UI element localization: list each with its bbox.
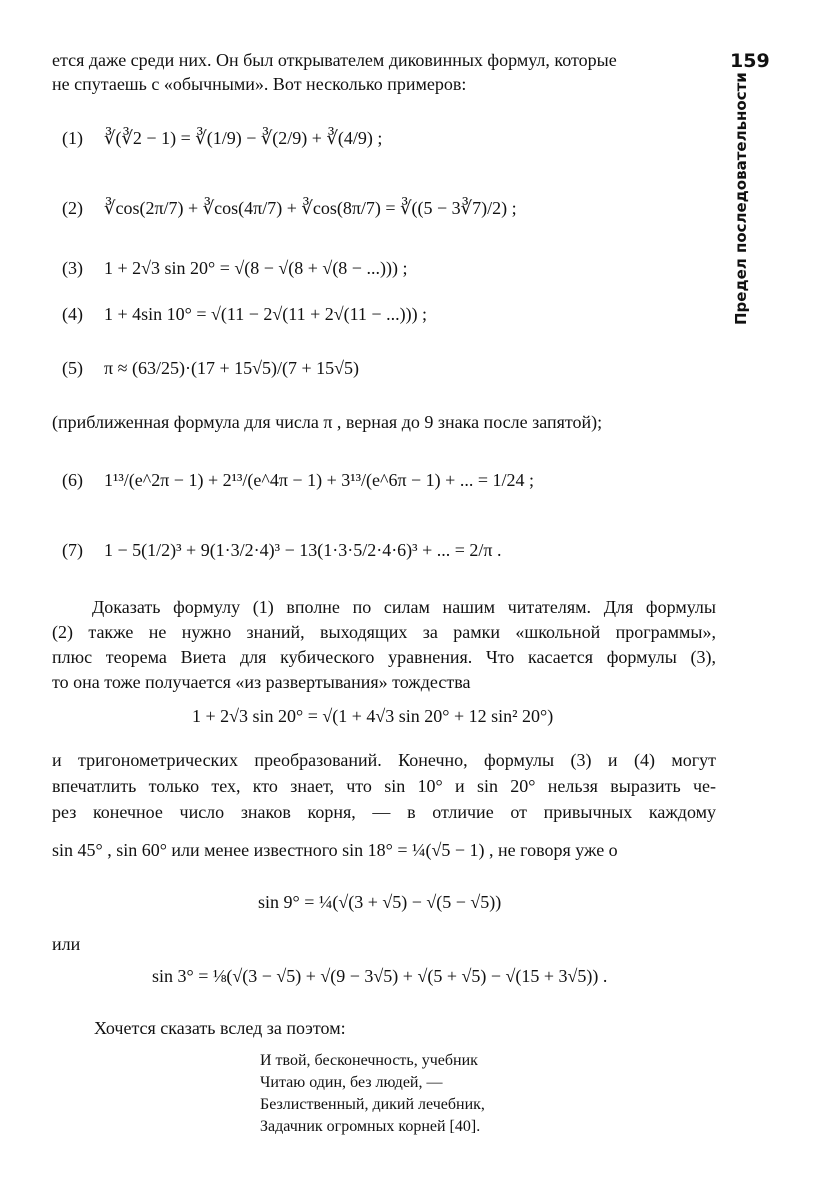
formula-label-5: (5) (62, 358, 83, 378)
intro-line-2: не спутаешь с «обычными». Вот несколько примеров: (52, 74, 467, 94)
sin9-formula: sin 9° = ¼(√(3 + √5) − √(5 − √5)) (258, 892, 502, 912)
formula-label-6: (6) (62, 470, 83, 490)
formula-3: 1 + 2√3 sin 20° = √(8 − √(8 + √(8 − ...))) ; (104, 258, 408, 278)
para2-line-1: и тригонометрических преобразований. Конечно, формулы (3) и (4) могут (52, 750, 716, 770)
para2-line-4: sin 45° , sin 60° или менее известного sin 18° = ¼(√5 − 1) , не говоря уже о (52, 840, 618, 860)
para1-line-3: плюс теорема Виета для кубического уравнения. Что касается формулы (3), (52, 647, 716, 667)
para2-line-2: впечатлить только тех, кто знает, что sin 10° и sin 20° нельзя выразить че- (52, 776, 716, 796)
sin3-formula: sin 3° = ⅛(√(3 − √5) + √(9 − 3√5) + √(5 + √5) − √(15 + 3√5)) . (152, 966, 608, 986)
poem-line-3: Безлиственный, дикий лечебник, (260, 1096, 485, 1113)
formula-5: π ≈ (63/25)·(17 + 15√5)/(7 + 15√5) (104, 358, 359, 378)
formula-label-7: (7) (62, 540, 83, 560)
intro-line-1: ется даже среди них. Он был открывателем диковинных формул, которые (52, 50, 617, 70)
identity-formula: 1 + 2√3 sin 20° = √(1 + 4√3 sin 20° + 12 sin² 20°) (192, 706, 554, 726)
para1-line-1: Доказать формулу (1) вполне по силам нашим читателям. Для формулы (92, 597, 716, 617)
para1-line-4: то она тоже получается «из развертывания» тождества (52, 672, 471, 692)
formula-label-2: (2) (62, 198, 83, 218)
formula-6: 1¹³/(e^2π − 1) + 2¹³/(e^4π − 1) + 3¹³/(e^6π − 1) + ... = 1/24 ; (104, 470, 534, 490)
formula-7: 1 − 5(1/2)³ + 9(1·3/2·4)³ − 13(1·3·5/2·4·6)³ + ... = 2/π . (104, 540, 502, 560)
para2-line-3: рез конечное число знаков корня, — в отличие от привычных каждому (52, 802, 716, 822)
formula-label-1: (1) (62, 128, 83, 148)
note-formula-5: (приближенная формула для числа π , верная до 9 знака после запятой); (52, 412, 603, 432)
page-number: 159 (730, 50, 770, 72)
formula-2: ∛cos(2π/7) + ∛cos(4π/7) + ∛cos(8π/7) = ∛((5 − 3∛7)/2) ; (104, 198, 517, 218)
formula-4: 1 + 4sin 10° = √(11 − 2√(11 + 2√(11 − ...))) ; (104, 304, 428, 324)
formula-1: ∛(∛2 − 1) = ∛(1/9) − ∛(2/9) + ∛(4/9) ; (104, 128, 383, 148)
poem-line-2: Читаю один, без людей, — (260, 1074, 443, 1091)
formula-label-3: (3) (62, 258, 83, 278)
para1-line-2: (2) также не нужно знаний, выходящих за рамки «школьной программы», (52, 622, 716, 642)
side-header: Предел последовательности (732, 72, 750, 325)
or-word: или (52, 934, 81, 954)
poem-line-4: Задачник огромных корней [40]. (260, 1118, 481, 1135)
formula-label-4: (4) (62, 304, 83, 324)
poem-line-1: И твой, бесконечность, учебник (260, 1052, 478, 1069)
closing-line: Хочется сказать вслед за поэтом: (94, 1018, 346, 1038)
